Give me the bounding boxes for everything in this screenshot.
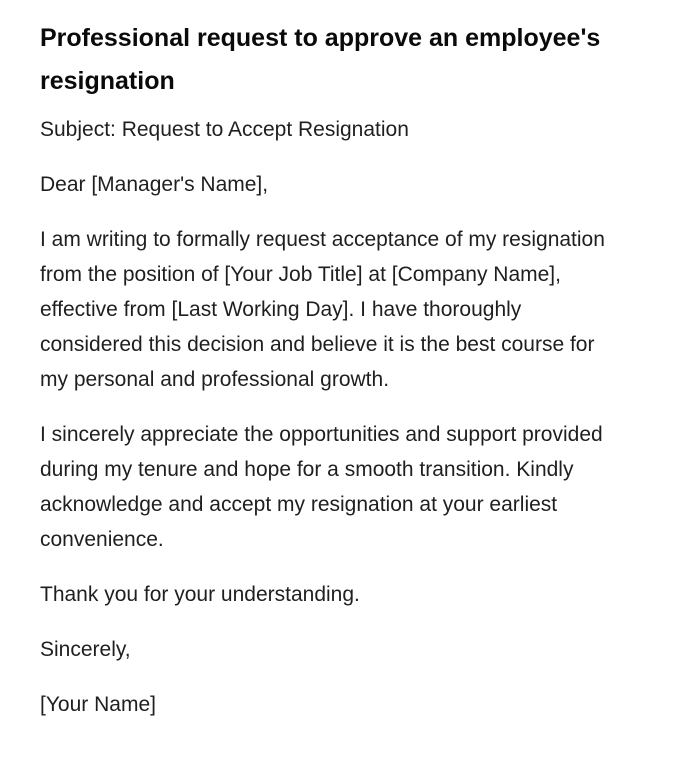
article-title: Professional request to approve an employee's resignation (40, 24, 601, 95)
body-paragraph-2: I sincerely appreciate the opportunities and support provided during my tenure and hope for a smooth transition. Kindly acknowledge and accept my resignation at your earliest convenience. (40, 423, 603, 551)
body-paragraph-1: I am writing to formally request acceptance of my resignation from the position of [Your Job Title] at [Company Name], effective from [Last Working Day]. I have thoroughly considered this decision and believe it is the best course for my personal and professional growth. (40, 228, 605, 391)
sign-off: Sincerely, (40, 638, 131, 661)
salutation: Dear [Manager's Name], (40, 173, 269, 196)
closing-thanks: Thank you for your understanding. (40, 583, 360, 606)
subject-line: Subject: Request to Accept Resignation (40, 118, 409, 141)
signature-placeholder: [Your Name] (40, 693, 156, 716)
